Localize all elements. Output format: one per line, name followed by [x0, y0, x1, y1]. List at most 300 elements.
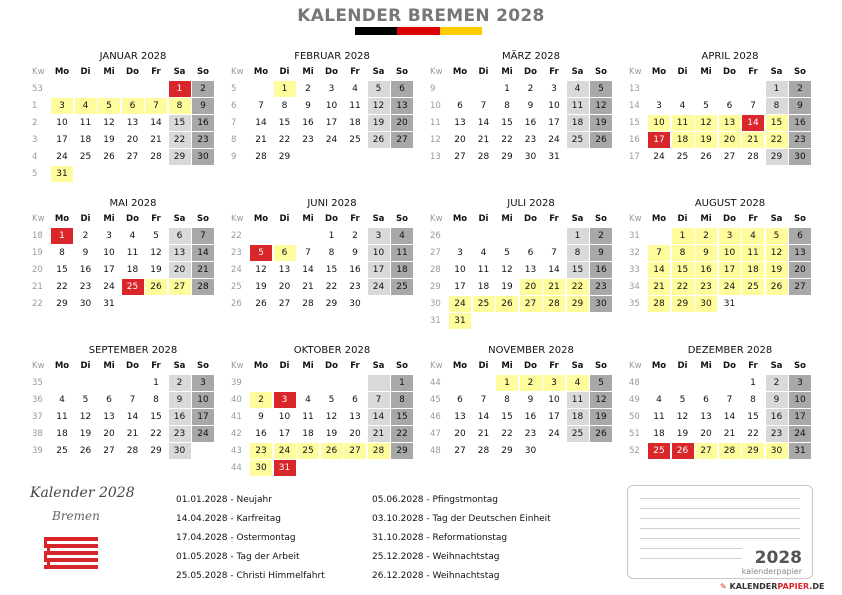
week-number: 39 — [32, 446, 43, 456]
weekday-header: Sa — [770, 214, 783, 224]
day-cell: 4 — [352, 84, 358, 94]
month-9 — [30, 344, 218, 460]
week-row — [229, 115, 417, 131]
day-cell: 21 — [255, 135, 267, 145]
week-number: 32 — [629, 248, 640, 258]
weekday-header: Fr — [350, 361, 360, 371]
day-cell: 8 — [391, 392, 413, 408]
week-row — [428, 245, 616, 261]
day-cell: 14 — [742, 115, 764, 131]
day-cell: 7 — [368, 392, 390, 408]
kw-header: Kw — [430, 67, 443, 77]
day-cell: 29 — [501, 446, 513, 456]
day-cell: 12 — [695, 115, 717, 131]
day-cell: 5 — [82, 395, 89, 405]
week-row — [30, 426, 218, 442]
day-cell: 24 — [548, 135, 560, 145]
day-cell: 29 — [501, 152, 513, 162]
day-cell: 6 — [789, 228, 811, 244]
day-cell: 13 — [126, 118, 139, 128]
day-cell: 8 — [567, 245, 589, 261]
weekday-header: Do — [325, 214, 338, 224]
day-cell: 22 — [766, 132, 788, 148]
day-cell: 28 — [719, 443, 741, 459]
day-cell: 6 — [703, 395, 709, 405]
empty-cell — [51, 375, 73, 391]
day-cell: 4 — [59, 395, 65, 405]
day-cell: 10 — [368, 245, 390, 261]
empty-cell — [473, 81, 495, 97]
day-cell: 17 — [454, 282, 466, 292]
empty-cell — [192, 443, 214, 459]
week-number: 48 — [629, 378, 640, 388]
empty-cell — [473, 375, 495, 391]
day-cell: 8 — [750, 395, 756, 405]
week-number: 15 — [629, 118, 640, 128]
week-row — [627, 132, 815, 148]
week-number: 30 — [430, 299, 441, 309]
week-number: 49 — [629, 395, 640, 405]
day-cell: 18 — [672, 132, 694, 148]
day-cell: 31 — [274, 460, 296, 476]
day-cell: 10 — [325, 101, 338, 111]
empty-cell — [543, 313, 565, 329]
day-cell: 5 — [328, 395, 335, 405]
weekday-header: Di — [478, 214, 489, 224]
day-cell: 20 — [103, 429, 115, 439]
day-cell: 8 — [169, 98, 191, 114]
day-cell: 22 — [672, 279, 694, 295]
week-number: 9 — [430, 84, 436, 94]
day-cell: 17 — [192, 409, 214, 425]
weekday-header: Sa — [571, 214, 584, 224]
day-cell: 26 — [590, 132, 612, 148]
empty-cell — [75, 166, 97, 182]
day-cell: 18 — [79, 135, 92, 145]
day-cell: 24 — [325, 135, 338, 145]
weekday-header: Mo — [253, 361, 269, 371]
weekday-header: So — [396, 361, 408, 371]
day-cell: 18 — [391, 262, 413, 278]
week-row — [30, 166, 218, 182]
day-cell: 20 — [169, 262, 191, 278]
day-cell: 3 — [368, 228, 390, 244]
week-number: 36 — [32, 395, 43, 405]
week-number: 40 — [231, 395, 242, 405]
day-cell: 22 — [325, 282, 338, 292]
day-cell: 15 — [501, 118, 513, 128]
day-cell: 30 — [192, 149, 214, 165]
empty-cell — [473, 313, 495, 329]
weekday-header: Di — [279, 67, 290, 77]
empty-cell — [766, 296, 788, 312]
day-cell: 2 — [789, 81, 811, 97]
day-cell: 10 — [548, 101, 560, 111]
day-cell: 23 — [192, 132, 214, 148]
weekday-header: So — [794, 214, 806, 224]
day-cell: 27 — [723, 152, 736, 162]
holiday-item: 14.04.2028 - Karfreitag — [176, 514, 281, 524]
day-cell: 21 — [723, 429, 736, 439]
week-number: 12 — [430, 135, 441, 145]
day-cell: 10 — [548, 395, 560, 405]
week-row — [627, 149, 815, 165]
week-row — [428, 81, 616, 97]
day-cell: 23 — [524, 135, 537, 145]
day-cell: 6 — [122, 98, 144, 114]
week-row — [30, 409, 218, 425]
week-number: 22 — [32, 299, 43, 309]
weekday-header: Do — [126, 214, 139, 224]
weekday-header: Mo — [651, 214, 667, 224]
empty-cell — [169, 296, 191, 312]
weekday-header: So — [595, 214, 607, 224]
day-cell: 19 — [590, 409, 612, 425]
day-cell: 7 — [129, 395, 136, 405]
day-cell: 23 — [302, 135, 314, 145]
day-cell: 1 — [328, 231, 335, 241]
brand-suffix: .DE — [809, 582, 825, 591]
day-cell: 18 — [567, 409, 589, 425]
month-3 — [428, 50, 616, 166]
day-cell: 16 — [79, 265, 92, 275]
empty-cell — [274, 228, 296, 244]
empty-cell — [449, 375, 471, 391]
day-cell: 27 — [344, 443, 366, 459]
day-cell: 27 — [103, 446, 115, 456]
day-cell: 26 — [321, 443, 343, 459]
day-cell: 29 — [766, 149, 788, 165]
empty-cell — [344, 460, 366, 476]
month-1 — [30, 50, 218, 183]
day-cell: 28 — [150, 152, 162, 162]
day-cell: 5 — [153, 231, 159, 241]
empty-cell — [145, 81, 167, 97]
day-cell: 1 — [672, 228, 694, 244]
empty-cell — [543, 228, 565, 244]
day-cell: 22 — [56, 282, 68, 292]
day-cell: 16 — [255, 429, 267, 439]
weekday-header: So — [396, 67, 408, 77]
day-cell: 21 — [477, 429, 490, 439]
day-cell: 2 — [527, 84, 534, 94]
day-cell: 27 — [169, 279, 191, 295]
brand-logo[interactable] — [720, 582, 825, 591]
week-number: 24 — [231, 265, 242, 275]
holiday-item: 31.10.2028 - Reformationstag — [372, 533, 508, 543]
day-cell: 17 — [103, 265, 115, 275]
day-cell: 2 — [305, 84, 311, 94]
weekday-header-row — [428, 211, 616, 227]
day-cell: 20 — [278, 282, 291, 292]
empty-cell — [250, 81, 272, 97]
day-cell: 26 — [103, 152, 115, 162]
day-cell: 17 — [548, 118, 560, 128]
day-cell: 1 — [750, 378, 756, 388]
holiday-list-1 — [176, 491, 325, 586]
day-cell: 25 — [122, 279, 144, 295]
day-cell: 3 — [106, 231, 112, 241]
day-cell: 26 — [145, 279, 167, 295]
empty-cell — [368, 375, 390, 391]
week-number: 8 — [231, 135, 237, 145]
week-number: 48 — [430, 446, 441, 456]
week-row — [428, 132, 616, 148]
day-cell: 25 — [676, 152, 689, 162]
weekday-header: Sa — [173, 67, 186, 77]
day-cell: 18 — [567, 115, 589, 131]
week-number: 35 — [629, 299, 640, 309]
day-cell: 16 — [302, 118, 314, 128]
day-cell: 12 — [103, 118, 115, 128]
week-number: 26 — [430, 231, 441, 241]
day-cell: 30 — [590, 296, 612, 312]
day-cell: 20 — [520, 279, 542, 295]
weekday-header: Di — [80, 67, 91, 77]
empty-cell — [122, 166, 144, 182]
day-cell: 18 — [302, 429, 314, 439]
day-cell: 21 — [192, 262, 214, 278]
day-cell: 9 — [789, 98, 811, 114]
week-number: 9 — [231, 152, 237, 162]
day-cell: 30 — [695, 296, 717, 312]
weekday-header: Mi — [103, 361, 115, 371]
day-cell: 17 — [368, 262, 390, 278]
month-name: JUNI 2028 — [307, 198, 357, 209]
empty-cell — [297, 228, 319, 244]
day-cell: 20 — [349, 429, 361, 439]
week-row — [627, 375, 815, 391]
empty-cell — [297, 375, 319, 391]
day-cell: 10 — [648, 115, 670, 131]
week-number: 39 — [231, 378, 242, 388]
weekday-header-row — [428, 64, 616, 80]
day-cell: 9 — [590, 245, 612, 261]
day-cell: 23 — [590, 279, 612, 295]
empty-cell — [192, 166, 214, 182]
day-cell: 1 — [504, 84, 510, 94]
bremen-flag-icon — [44, 537, 98, 569]
empty-cell — [98, 166, 120, 182]
day-cell: 16 — [349, 265, 361, 275]
day-cell: 7 — [551, 248, 557, 258]
day-cell: 11 — [349, 101, 361, 111]
day-cell: 10 — [192, 392, 214, 408]
day-cell: 12 — [255, 265, 267, 275]
week-number: 27 — [430, 248, 441, 258]
week-row — [428, 443, 616, 459]
week-row — [229, 426, 417, 442]
day-cell: 16 — [524, 118, 537, 128]
day-cell: 21 — [543, 279, 565, 295]
day-cell: 9 — [82, 248, 89, 258]
day-cell: 3 — [192, 375, 214, 391]
day-cell: 26 — [79, 446, 92, 456]
week-number: 5 — [231, 84, 237, 94]
weekday-header: Do — [524, 67, 537, 77]
week-row — [627, 228, 815, 244]
day-cell: 13 — [700, 412, 712, 422]
day-cell: 11 — [79, 118, 92, 128]
week-number: 34 — [629, 282, 640, 292]
day-cell: 3 — [457, 248, 463, 258]
empty-cell — [250, 228, 272, 244]
notes-year: 2028 — [754, 548, 802, 568]
week-row — [428, 115, 616, 131]
day-cell: 8 — [281, 101, 288, 111]
day-cell: 2 — [520, 375, 542, 391]
day-cell: 27 — [789, 279, 811, 295]
weekday-header: So — [794, 67, 806, 77]
holiday-item: 26.12.2028 - Weihnachtstag — [372, 571, 500, 581]
day-cell: 14 — [302, 265, 314, 275]
day-cell: 19 — [150, 265, 162, 275]
day-cell: 7 — [305, 248, 311, 258]
week-row — [30, 245, 218, 261]
holiday-list-2 — [372, 491, 551, 586]
day-cell: 2 — [695, 228, 717, 244]
weekday-header: Do — [723, 67, 736, 77]
empty-cell — [321, 149, 343, 165]
weekday-header: Mi — [700, 361, 712, 371]
empty-cell — [344, 375, 366, 391]
month-name: NOVEMBER 2028 — [488, 345, 574, 356]
day-cell: 15 — [325, 265, 338, 275]
weekday-header: Fr — [151, 361, 161, 371]
day-cell: 2 — [766, 375, 788, 391]
day-cell: 2 — [352, 231, 358, 241]
holiday-item: 25.12.2028 - Weihnachtstag — [372, 552, 500, 562]
weekday-header: Do — [325, 67, 338, 77]
week-row — [30, 228, 218, 244]
day-cell: 22 — [501, 429, 513, 439]
week-row — [229, 296, 417, 312]
day-cell: 6 — [169, 228, 191, 244]
brand-prefix: KALENDER — [729, 582, 778, 591]
day-cell: 2 — [192, 81, 214, 97]
day-cell: 27 — [126, 152, 139, 162]
weekday-header-row — [428, 358, 616, 374]
month-8 — [627, 197, 815, 313]
day-cell: 15 — [567, 262, 589, 278]
week-row — [627, 245, 815, 261]
empty-cell — [590, 313, 612, 329]
day-cell: 30 — [79, 299, 92, 309]
day-cell: 22 — [150, 429, 162, 439]
day-cell: 20 — [454, 135, 466, 145]
kw-header: Kw — [629, 361, 642, 371]
day-cell: 15 — [150, 412, 162, 422]
day-cell: 18 — [56, 429, 68, 439]
day-cell: 24 — [548, 429, 560, 439]
week-row — [229, 460, 417, 476]
empty-cell — [391, 460, 413, 476]
day-cell: 2 — [590, 228, 612, 244]
day-cell: 25 — [56, 446, 68, 456]
day-cell: 10 — [278, 412, 291, 422]
day-cell: 27 — [391, 132, 413, 148]
day-cell: 17 — [325, 118, 338, 128]
day-cell: 28 — [543, 296, 565, 312]
week-row — [428, 262, 616, 278]
weekday-header: Mi — [501, 214, 513, 224]
day-cell: 5 — [368, 81, 390, 97]
month-name: MAI 2028 — [109, 198, 157, 209]
day-cell: 23 — [169, 426, 191, 442]
day-cell: 22 — [169, 132, 191, 148]
month-12 — [627, 344, 815, 460]
weekday-header: Di — [80, 361, 91, 371]
day-cell: 7 — [480, 395, 487, 405]
week-number: 44 — [231, 463, 242, 473]
weekday-header: Fr — [549, 67, 559, 77]
day-cell: 20 — [700, 429, 712, 439]
empty-cell — [145, 166, 167, 182]
week-number: 53 — [32, 84, 43, 94]
empty-cell — [192, 296, 214, 312]
day-cell: 25 — [567, 426, 589, 442]
month-name: OKTOBER 2028 — [293, 345, 371, 356]
week-number: 23 — [231, 248, 242, 258]
note-line — [640, 548, 742, 549]
month-name: DEZEMBER 2028 — [687, 345, 773, 356]
day-cell: 14 — [548, 265, 560, 275]
week-row — [30, 443, 218, 459]
day-cell: 23 — [349, 282, 361, 292]
empty-cell — [672, 375, 694, 391]
empty-cell — [590, 149, 612, 165]
day-cell: 19 — [695, 132, 717, 148]
day-cell: 20 — [126, 135, 139, 145]
week-number: 17 — [629, 152, 640, 162]
day-cell: 17 — [56, 135, 68, 145]
day-cell: 13 — [278, 265, 291, 275]
day-cell: 7 — [750, 101, 756, 111]
day-cell: 21 — [477, 135, 490, 145]
day-cell: 30 — [169, 443, 191, 459]
week-number: 11 — [430, 118, 441, 128]
day-cell: 31 — [449, 313, 471, 329]
week-number: 43 — [231, 446, 242, 456]
holiday-item: 17.04.2028 - Ostermontag — [176, 533, 296, 543]
day-cell: 21 — [302, 282, 314, 292]
day-cell: 3 — [551, 84, 557, 94]
day-cell: 19 — [368, 115, 390, 131]
weekday-header: Do — [723, 361, 736, 371]
empty-cell — [520, 228, 542, 244]
day-cell: 31 — [548, 152, 560, 162]
weekday-header: So — [396, 214, 408, 224]
day-cell: 7 — [145, 98, 167, 114]
day-cell: 21 — [368, 426, 390, 442]
day-cell: 16 — [766, 409, 788, 425]
empty-cell — [520, 313, 542, 329]
weekday-header: Mi — [501, 67, 513, 77]
kw-header: Kw — [32, 67, 45, 77]
empty-cell — [169, 166, 191, 182]
week-number: 29 — [430, 282, 441, 292]
weekday-header-row — [627, 64, 815, 80]
day-cell: 15 — [747, 412, 759, 422]
day-cell: 27 — [454, 152, 466, 162]
day-cell: 9 — [258, 412, 264, 422]
week-number: 13 — [629, 84, 640, 94]
day-cell: 11 — [567, 98, 589, 114]
day-cell: 13 — [169, 245, 191, 261]
day-cell: 13 — [719, 115, 741, 131]
weekday-header: Fr — [350, 214, 360, 224]
kw-header: Kw — [231, 214, 244, 224]
